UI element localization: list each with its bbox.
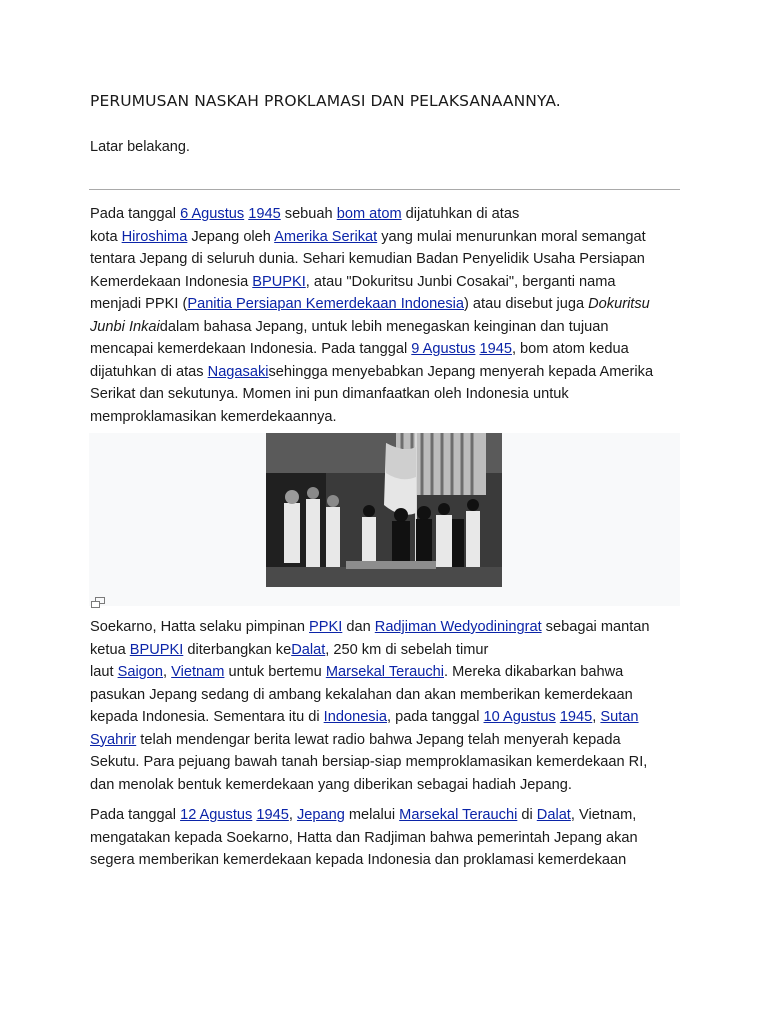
text: , <box>288 807 297 823</box>
text-line <box>90 271 682 294</box>
link-dalat[interactable]: Dalat <box>536 807 571 823</box>
text: melalui <box>344 807 400 823</box>
text-line <box>90 361 682 384</box>
text-line <box>90 293 682 316</box>
text: dalam bahasa Jepang, untuk lebih menegaskan keinginan dan tujuan <box>159 318 609 335</box>
text: , <box>163 664 172 680</box>
section-subtitle: Latar belakang. <box>90 139 190 155</box>
text: ) atau disebut juga <box>464 296 589 312</box>
text: dijatuhkan di atas <box>401 206 520 222</box>
text: telah mendengar berita lewat radio bahwa Jepang telah menyerah kepada <box>136 731 621 748</box>
link-bpupki[interactable]: BPUPKI <box>252 273 306 290</box>
text-line: segera memberikan kemerdekaan kepada Indonesia dan proklamasi kemerdekaan <box>90 852 627 868</box>
text: , bom atom kedua <box>511 341 629 357</box>
paragraph-intro <box>90 203 682 428</box>
link-ppki-full[interactable]: Panitia Persiapan Kemerdekaan Indonesia <box>187 296 464 312</box>
proclamation-photo[interactable] <box>266 433 502 587</box>
text: dijatuhkan di atas <box>90 363 208 380</box>
paragraph-12-agustus <box>90 804 682 872</box>
text: mencapai kemerdekaan Indonesia. Pada tanggal <box>90 341 412 357</box>
link-bom-atom[interactable]: bom atom <box>336 206 402 222</box>
text-line: memproklamasikan kemerdekaannya. <box>90 408 337 425</box>
link-hiroshima[interactable]: Hiroshima <box>121 228 188 245</box>
text: Jepang oleh <box>187 228 275 245</box>
link-dalat[interactable]: Dalat <box>291 641 326 658</box>
page-title: PERUMUSAN NASKAH PROKLAMASI DAN PELAKSANAANNYA. <box>90 92 561 110</box>
text: . Mereka dikabarkan bahwa <box>444 664 624 680</box>
link-saigon[interactable]: Saigon <box>117 664 164 680</box>
text: , pada tanggal <box>386 709 484 725</box>
text: , <box>592 709 601 725</box>
text-line: mengatakan kepada Soekarno, Hatta dan Radjiman bahwa pemerintah Jepang akan <box>90 829 638 846</box>
text-line <box>90 804 682 827</box>
text: kepada Indonesia. Sementara itu di <box>90 709 324 725</box>
link-1945[interactable]: 1945 <box>256 807 289 823</box>
italic-term: Dokuritsu <box>588 296 650 312</box>
text: dan <box>342 619 375 635</box>
text-line <box>90 226 682 249</box>
text-line <box>90 661 682 684</box>
text: Pada tanggal <box>90 206 181 222</box>
link-12-agustus[interactable]: 12 Agustus <box>180 807 253 823</box>
link-amerika-serikat[interactable]: Amerika Serikat <box>274 228 378 245</box>
text-line: pasukan Jepang sedang di ambang kekalahan dan akan memberikan kemerdekaan <box>90 686 633 703</box>
text: , Vietnam, <box>570 807 637 823</box>
text: kota <box>90 228 122 245</box>
link-jepang[interactable]: Jepang <box>296 807 345 823</box>
link-nagasaki[interactable]: Nagasaki <box>207 363 269 380</box>
text: diterbangkan ke <box>183 641 292 658</box>
link-1945[interactable]: 1945 <box>479 341 512 357</box>
link-radjiman[interactable]: Radjiman Wedyodiningrat <box>374 619 542 635</box>
text-line: Serikat dan sekutunya. Momen ini pun dimanfaatkan oleh Indonesia untuk <box>90 386 569 402</box>
photo-illustration <box>266 433 502 587</box>
text: laut <box>90 664 118 680</box>
text: Pada tanggal <box>90 807 181 823</box>
text-line <box>90 639 682 662</box>
text: yang mulai menurunkan moral semangat <box>377 228 646 245</box>
section-divider <box>89 189 680 190</box>
text: sebagai mantan <box>541 619 650 635</box>
text: ketua <box>90 641 130 658</box>
text: sehingga menyebabkan Jepang menyerah kepada Amerika <box>268 363 654 380</box>
enlarge-icon[interactable] <box>91 596 105 608</box>
text-line: dan menolak bentuk kemerdekaan yang diberikan sebagai hadiah Jepang. <box>90 776 572 793</box>
text-line <box>90 729 682 752</box>
link-1945[interactable]: 1945 <box>559 709 593 725</box>
link-sutan-syahrir[interactable]: Sutan <box>600 709 639 725</box>
text: Soekarno, Hatta selaku pimpinan <box>90 619 310 635</box>
link-marsekal-terauchi[interactable]: Marsekal Terauchi <box>399 807 518 823</box>
text-line <box>90 316 682 339</box>
link-10-agustus[interactable]: 10 Agustus <box>483 709 556 725</box>
link-sutan-syahrir[interactable]: Syahrir <box>90 731 137 748</box>
link-6-agustus[interactable]: 6 Agustus <box>180 206 245 222</box>
italic-term: Junbi Inkai <box>90 318 160 335</box>
link-9-agustus[interactable]: 9 Agustus <box>411 341 476 357</box>
text-line <box>90 706 682 729</box>
text: Kemerdekaan Indonesia <box>90 273 253 290</box>
text: menjadi PPKI ( <box>90 296 188 312</box>
text-line: tentara Jepang di seluruh dunia. Sehari kemudian Badan Penyelidik Usaha Persiapan <box>90 251 645 267</box>
text: di <box>517 807 537 823</box>
text-line <box>90 616 682 639</box>
paragraph-dalat <box>90 616 682 796</box>
link-marsekal-terauchi[interactable]: Marsekal Terauchi <box>325 664 444 680</box>
text: sebuah <box>280 206 337 222</box>
text-line <box>90 338 682 361</box>
text-line: Sekutu. Para pejuang bawah tanah bersiap-siap memproklamasikan kemerdekaan RI, <box>90 754 648 770</box>
link-ppki[interactable]: PPKI <box>309 619 343 635</box>
link-indonesia[interactable]: Indonesia <box>323 709 387 725</box>
link-bpupki[interactable]: BPUPKI <box>129 641 184 658</box>
text: untuk bertemu <box>224 664 326 680</box>
link-1945[interactable]: 1945 <box>248 206 281 222</box>
text: , atau "Dokuritsu Junbi Cosakai", berganti nama <box>305 273 616 290</box>
link-vietnam[interactable]: Vietnam <box>171 664 225 680</box>
text-line <box>90 203 682 226</box>
text: , 250 km di sebelah timur <box>325 641 489 658</box>
